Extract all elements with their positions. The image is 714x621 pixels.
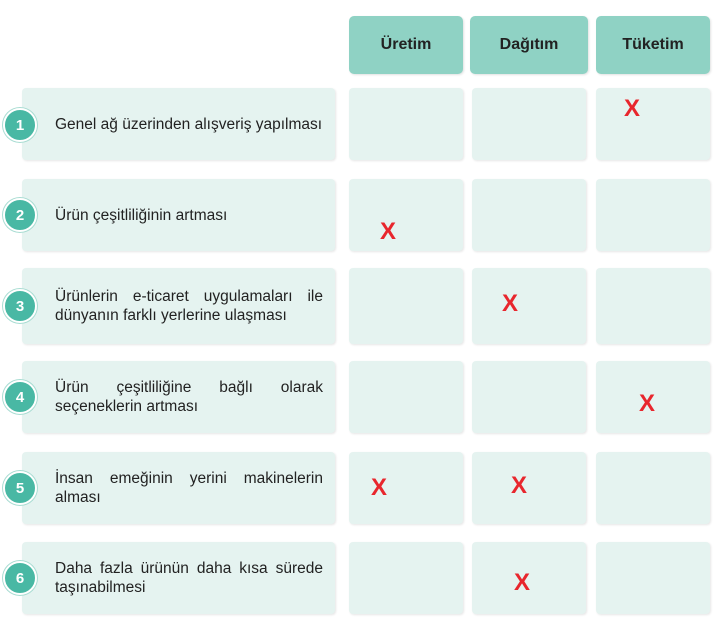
cell-r2-tuketim[interactable] bbox=[596, 179, 710, 251]
row-label-2 bbox=[22, 179, 335, 251]
cell-r3-uretim[interactable] bbox=[349, 268, 463, 344]
column-header-tuketim: Tüketim bbox=[596, 16, 710, 74]
row-number-badge: 3 bbox=[3, 289, 37, 323]
x-mark: X bbox=[371, 474, 388, 501]
cell-r3-tuketim[interactable] bbox=[596, 268, 710, 344]
row-label-6 bbox=[22, 542, 335, 614]
cell-r6-uretim[interactable] bbox=[349, 542, 463, 614]
x-mark: X bbox=[514, 569, 531, 596]
cell-r1-uretim[interactable] bbox=[349, 88, 463, 160]
column-header-dagitim: Dağıtım bbox=[470, 16, 588, 74]
row-number-badge: 4 bbox=[3, 380, 37, 414]
cell-r5-dagitim[interactable] bbox=[472, 452, 586, 524]
cell-r4-dagitim[interactable] bbox=[472, 361, 586, 433]
cell-r5-tuketim[interactable] bbox=[596, 452, 710, 524]
row-text: Daha fazla ürünün daha kısa sürede taşınabilmesi bbox=[55, 560, 323, 596]
cell-r2-dagitim[interactable] bbox=[472, 179, 586, 251]
row-text: Ürünlerin e-ticaret uygulamaları ile dünyanın farklı yerlerine ulaşması bbox=[55, 288, 323, 324]
cell-r3-dagitim[interactable] bbox=[472, 268, 586, 344]
x-mark: X bbox=[511, 472, 528, 499]
cell-r5-uretim[interactable] bbox=[349, 452, 463, 524]
row-number-badge: 6 bbox=[3, 561, 37, 595]
row-text: Genel ağ üzerinden alışveriş yapılması bbox=[55, 115, 323, 133]
row-number-badge: 2 bbox=[3, 198, 37, 232]
cell-r4-uretim[interactable] bbox=[349, 361, 463, 433]
cell-r1-tuketim[interactable] bbox=[596, 88, 710, 160]
row-text: Ürün çeşitliliğine bağlı olarak seçeneklerin artması bbox=[55, 379, 323, 415]
cell-r6-tuketim[interactable] bbox=[596, 542, 710, 614]
x-mark: X bbox=[639, 390, 656, 417]
top-cut-text bbox=[0, 0, 714, 8]
row-label-1 bbox=[22, 88, 335, 160]
row-number-badge: 1 bbox=[3, 108, 37, 142]
column-header-uretim: Üretim bbox=[349, 16, 463, 74]
x-mark: X bbox=[502, 290, 519, 317]
row-text: Ürün çeşitliliğinin artması bbox=[55, 206, 228, 224]
cell-r1-dagitim[interactable] bbox=[472, 88, 586, 160]
row-label-5 bbox=[22, 452, 335, 524]
row-label-4 bbox=[22, 361, 335, 433]
row-number-badge: 5 bbox=[3, 471, 37, 505]
x-mark: X bbox=[624, 95, 641, 122]
row-text: İnsan emeğinin yerini makinelerin alması bbox=[55, 470, 323, 506]
x-mark: X bbox=[380, 218, 397, 245]
row-label-3 bbox=[22, 268, 335, 344]
cell-r2-uretim[interactable] bbox=[349, 179, 463, 251]
